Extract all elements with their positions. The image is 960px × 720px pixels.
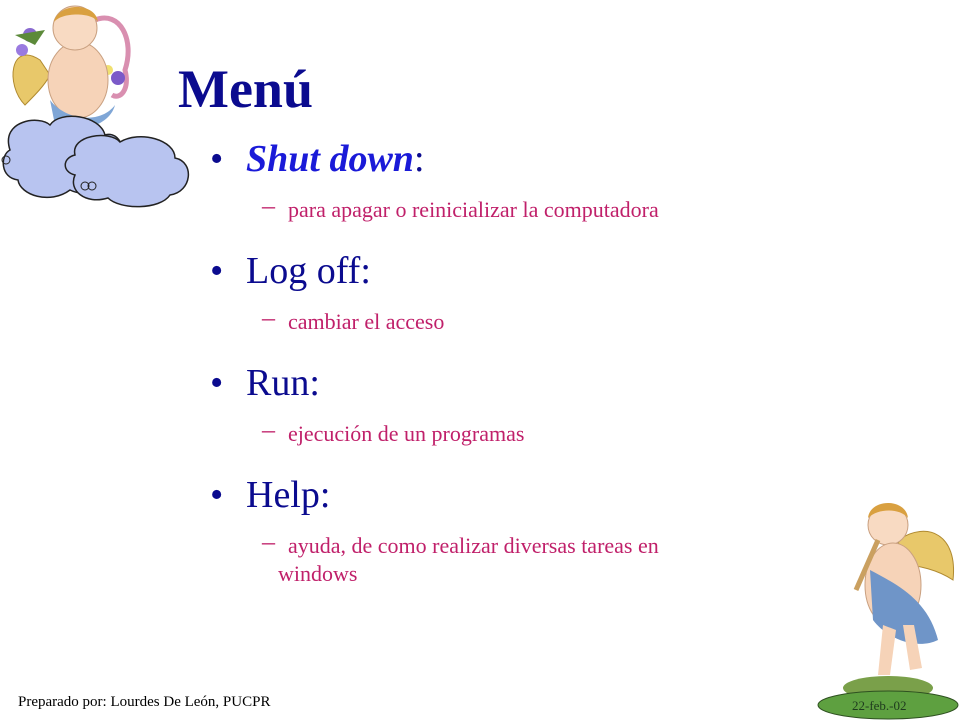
sub-item-run — [210, 415, 830, 448]
bullet-label: Help: — [246, 474, 331, 516]
sub-item-shut-down — [210, 191, 830, 224]
sub-item-log-off — [210, 303, 830, 336]
sub-item-text: ayuda, de como realizar diversas tareas en — [288, 533, 659, 558]
dash-marker: – — [262, 415, 275, 444]
sub-item-help — [210, 527, 830, 588]
sub-item-text: ejecución de un programas — [288, 421, 525, 446]
bullet-dot: • — [210, 362, 224, 404]
bullet-shut-down — [210, 136, 830, 182]
bullet-help — [210, 472, 830, 518]
bullet-list — [210, 136, 830, 588]
bullet-dot: • — [210, 474, 224, 516]
slide-title: Menú — [178, 59, 313, 119]
cherub-horn-illustration — [808, 490, 960, 720]
sub-item-text-continued: windows — [278, 561, 358, 586]
sub-item-text: para apagar o reinicializar la computadora — [288, 197, 659, 222]
dash-marker: – — [262, 527, 275, 556]
bullet-label: Run: — [246, 362, 320, 404]
bullet-suffix: : — [413, 138, 425, 180]
footer-date: 22-feb.-02 — [852, 698, 907, 713]
bullet-log-off — [210, 248, 830, 294]
bullet-label: Log off: — [246, 250, 371, 292]
bullet-dot: • — [210, 138, 224, 180]
dash-marker: – — [262, 191, 275, 220]
dash-marker: – — [262, 303, 275, 332]
bullet-run — [210, 360, 830, 406]
bullet-dot: • — [210, 250, 224, 292]
bullet-label: Shut down — [246, 138, 414, 180]
cherub-cloud-illustration — [0, 0, 200, 215]
sub-item-text: cambiar el acceso — [288, 309, 445, 334]
footer-author: Preparado por: Lourdes De León, PUCPR — [18, 694, 271, 710]
